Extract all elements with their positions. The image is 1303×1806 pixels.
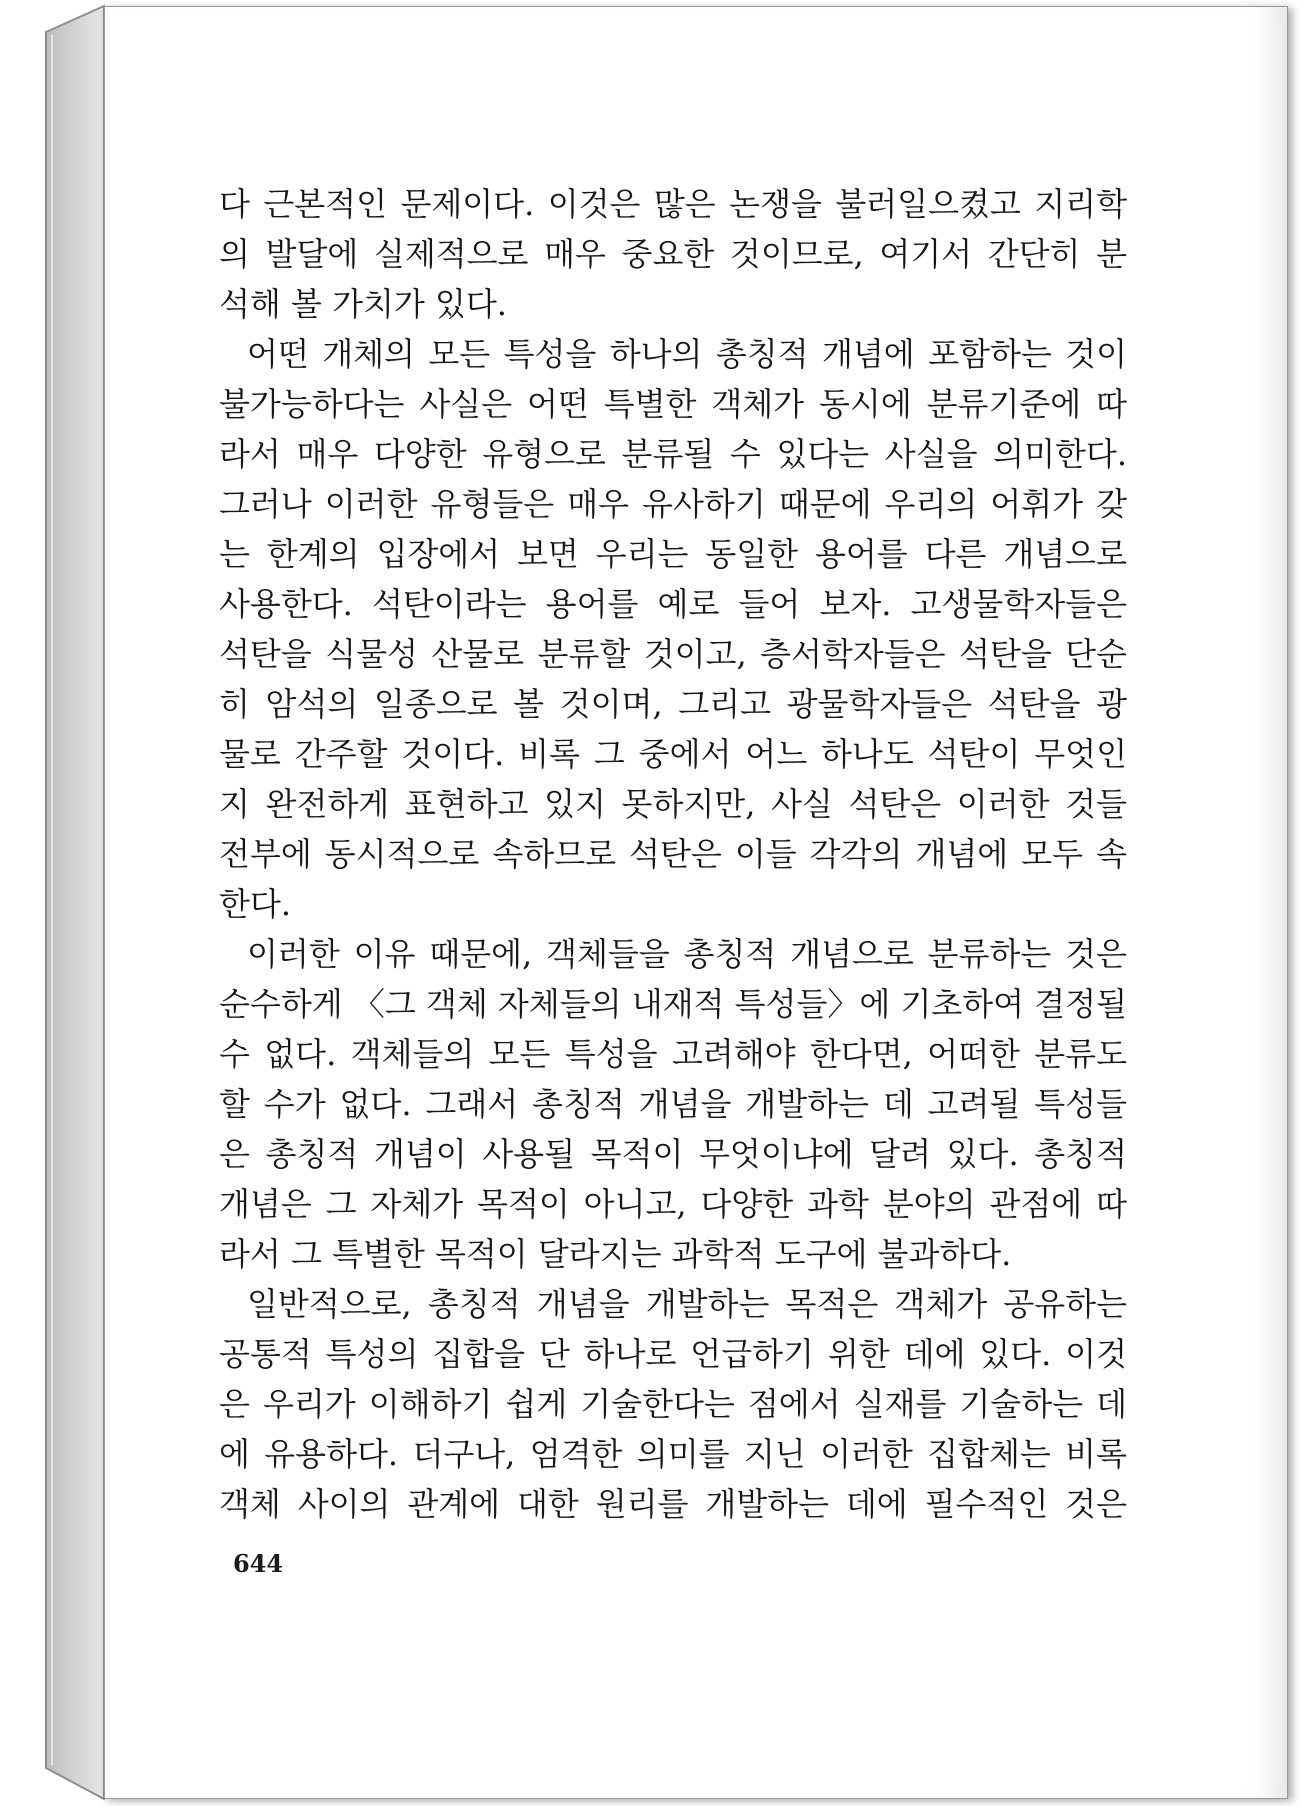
text-line: 그러나 이러한 유형들은 매우 유사하기 때문에 우리의 어휘가 갖 <box>219 485 1127 523</box>
text-line: 사용한다. 석탄이라는 용어를 예로 들어 보자. 고생물학자들은 <box>219 585 1127 623</box>
text-line: 는 한계의 입장에서 보면 우리는 동일한 용어를 다른 개념으로 <box>219 535 1127 573</box>
text-line: 할 수가 없다. 그래서 총칭적 개념을 개발하는 데 고려될 특성들 <box>219 1085 1127 1123</box>
text-line: 라서 매우 다양한 유형으로 분류될 수 있다는 사실을 의미한다. <box>219 435 1127 473</box>
text-line: 히 암석의 일종으로 볼 것이며, 그리고 광물학자들은 석탄을 광 <box>219 685 1127 723</box>
text-line: 공통적 특성의 집합을 단 하나로 언급하기 위한 데에 있다. 이것 <box>219 1335 1127 1373</box>
text-line: 순수하게 〈그 객체 자체들의 내재적 특성들〉에 기초하여 결정될 <box>219 985 1128 1023</box>
page-number: 644 <box>233 1549 284 1578</box>
text-line: 은 우리가 이해하기 쉽게 기술한다는 점에서 실재를 기술하는 데 <box>219 1385 1127 1423</box>
text-line: 에 유용하다. 더구나, 엄격한 의미를 지닌 이러한 집합체는 비록 <box>219 1435 1127 1473</box>
text-line: 이러한 이유 때문에, 객체들을 총칭적 개념으로 분류하는 것은 <box>247 935 1127 973</box>
text-line: 라서 그 특별한 목적이 달라지는 과학적 도구에 불과하다. <box>219 1235 1012 1273</box>
text-line: 개념은 그 자체가 목적이 아니고, 다양한 과학 분야의 관점에 따 <box>219 1185 1127 1223</box>
text-line: 지 완전하게 표현하고 있지 못하지만, 사실 석탄은 이러한 것들 <box>219 785 1127 823</box>
text-line: 수 없다. 객체들의 모든 특성을 고려해야 한다면, 어떠한 분류도 <box>219 1035 1127 1073</box>
text-line: 객체 사이의 관계에 대한 원리를 개발하는 데에 필수적인 것은 <box>219 1485 1127 1523</box>
body-text <box>219 179 1127 1529</box>
text-line: 의 발달에 실제적으로 매우 중요한 것이므로, 여기서 간단히 분 <box>219 235 1127 273</box>
text-line: 다 근본적인 문제이다. 이것은 많은 논쟁을 불러일으켰고 지리학 <box>219 185 1127 223</box>
text-line: 일반적으로, 총칭적 개념을 개발하는 목적은 객체가 공유하는 <box>247 1285 1127 1323</box>
text-line: 물로 간주할 것이다. 비록 그 중에서 어느 하나도 석탄이 무엇인 <box>219 735 1127 773</box>
book-page <box>104 6 1288 1799</box>
text-line: 한다. <box>219 885 291 923</box>
text-line: 불가능하다는 사실은 어떤 특별한 객체가 동시에 분류기준에 따 <box>219 385 1127 423</box>
text-line: 전부에 동시적으로 속하므로 석탄은 이들 각각의 개념에 모두 속 <box>219 835 1127 873</box>
text-line: 은 총칭적 개념이 사용될 목적이 무엇이냐에 달려 있다. 총칭적 <box>219 1135 1127 1173</box>
text-line: 어떤 개체의 모든 특성을 하나의 총칭적 개념에 포함하는 것이 <box>247 335 1127 373</box>
text-line: 석탄을 식물성 산물로 분류할 것이고, 층서학자들은 석탄을 단순 <box>219 635 1127 673</box>
text-line: 석해 볼 가치가 있다. <box>219 285 507 323</box>
